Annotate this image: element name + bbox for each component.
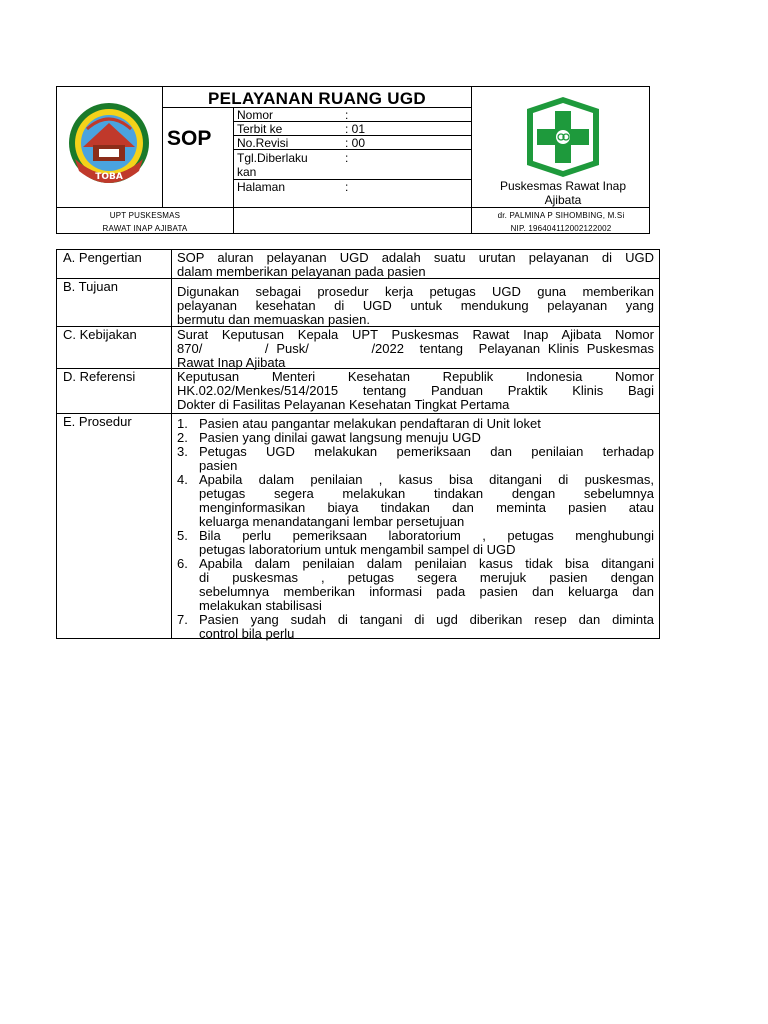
signer-nip: NIP. 196404112002122002 [510,224,612,233]
list-item [177,431,654,445]
procedure-steps [177,417,654,641]
puskesmas-name-line2: Ajibata [544,193,582,207]
step-number: 2. [177,430,188,445]
step-line: control bila perlu [199,626,295,641]
step-line: petugas laboratorium untuk mengambil sampel di UGD [199,542,516,557]
text-line: pelayanan kesehatan di UGD untuk mendukung pelayanan yang [177,298,654,313]
field-label: Tgl.Diberlaku [237,151,308,165]
divider [57,207,649,208]
field-value: : [345,151,349,165]
step-line: petugas segera melakukan tindakan dengan sebelumnya [199,486,654,501]
sop-header-table [56,86,650,234]
step-number: 7. [177,612,188,627]
text-line: HK.02.02/Menkes/514/2015 tentang Panduan Praktik Klinis Bagi [177,383,654,398]
step-number: 3. [177,444,188,459]
field-label: Halaman [237,180,286,194]
text-line: Surat Keputusan Kepala UPT Puskesmas Rawat Inap Ajibata Nomor [177,327,654,342]
section-pengertian-text [177,251,654,279]
text-line: Digunakan sebagai prosedur kerja petugas UGD guna memberikan [177,284,654,299]
divider [171,250,172,638]
step-number: 4. [177,472,188,487]
signer-name: dr. PALMINA P SIHOMBING, M.Si [497,211,625,220]
field-value: : 01 [345,122,366,136]
text-line: Keputusan Menteri Kesehatan Republik Indonesia Nomor [177,369,654,384]
field-value: : [345,180,349,194]
text-line: bermutu dan memuaskan pasien. [177,312,370,327]
step-line: Petugas UGD melakukan pemeriksaan dan penilaian terhadap [199,444,654,459]
field-label: kan [237,165,257,179]
section-tujuan-text [177,285,654,327]
step-line: Apabila dalam penilaian , kasus bisa ditangani di puskesmas, [199,472,654,487]
step-line: sebelumnya memberikan informasi pada pasien dan keluarga dan [199,584,654,599]
page-title: PELAYANAN RUANG UGD [208,89,426,108]
org-name-line1: UPT PUSKESMAS [109,211,181,220]
list-item [177,445,654,473]
field-value: : [345,108,349,122]
org-name-line2: RAWAT INAP AJIBATA [102,224,188,233]
text-line: Rawat Inap Ajibata [177,355,286,370]
step-line: menginformasikan biaya tindakan dan meminta pasien atau [199,500,654,515]
list-item [177,613,654,641]
step-number: 1. [177,416,188,431]
sop-label: SOP [167,127,212,150]
step-line: Bila perlu pemeriksaan laboratorium , petugas menghubungi [199,528,654,543]
puskesmas-name [475,179,651,207]
step-line: Apabila dalam penilaian dalam penilaian kasus tidak bisa ditangani [199,556,654,571]
sop-content-table [56,249,660,639]
text-line: 870/ / Pusk/ /2022 tentang Pelayanan Klinis Puskesmas [177,341,654,356]
text-line: Dokter di Fasilitas Pelayanan Kesehatan Tingkat Pertama [177,397,510,412]
text-line: SOP aluran pelayanan UGD adalah suatu urutan pelayanan di UGD [177,250,654,265]
text-line: dalam memberikan pelayanan pada pasien [177,264,426,279]
list-item [177,557,654,613]
step-line: Pasien yang dinilai gawat langsung menuju UGD [199,430,481,445]
step-line: keluarga menandatangani lembar persetujuan [199,514,465,529]
step-number: 6. [177,556,188,571]
puskesmas-cross-icon [517,95,609,179]
list-item [177,529,654,557]
toba-seal-icon [61,99,157,191]
list-item [177,417,654,431]
section-label: D. Referensi [63,369,136,384]
step-line: Pasien yang sudah di tangani di ugd diberikan resep dan diminta [199,612,654,627]
divider [233,107,234,207]
section-label: E. Prosedur [63,414,132,429]
seal-text: TOBA [95,172,123,182]
step-number: 5. [177,528,188,543]
list-item [177,473,654,529]
divider [57,413,659,414]
step-line: pasien [199,458,238,473]
puskesmas-name-line1: Puskesmas Rawat Inap [499,179,627,193]
step-line: Pasien atau pangantar melakukan pendaftaran di Unit loket [199,416,541,431]
section-label: B. Tujuan [63,279,118,294]
field-value: : 00 [345,136,366,150]
divider [233,207,234,234]
section-kebijakan-text [177,328,654,370]
step-line: melakukan stabilisasi [199,598,322,613]
section-label: C. Kebijakan [63,327,137,342]
step-line: di puskesmas , petugas segera merujuk pasien dengan [199,570,654,585]
section-referensi-text [177,370,654,412]
field-label: Nomor [237,108,274,122]
field-label: No.Revisi [237,136,289,150]
field-label: Terbit ke [237,122,283,136]
section-label: A. Pengertian [63,250,142,265]
